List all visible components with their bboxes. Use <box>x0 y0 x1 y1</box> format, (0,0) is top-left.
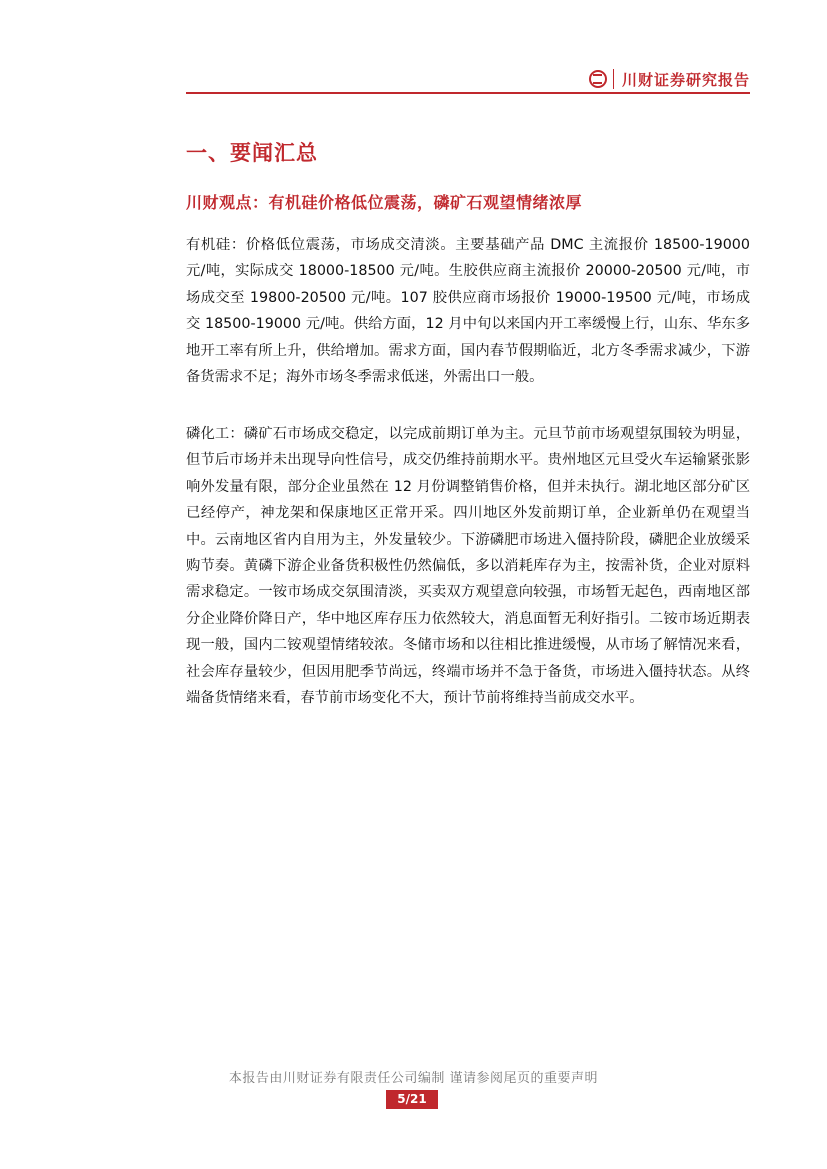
brand-divider <box>613 69 614 89</box>
paragraph-phosphorus: 磷化工：磷矿石市场成交稳定，以完成前期订单为主。元旦节前市场观望氛围较为明显，但节后市场并未出现导向性信号，成交仍维持前期水平。贵州地区元旦受火车运输紧张影响外发量有限，部分企业虽然在 12 月份调整销售价格，但并未执行。湖北地区部分矿区已经停产，神龙架和保康地区正常开采。四川地区外发前期订单，企业新单仍在观望当中。云南地区省内自用为主，外发量较少。下游磷肥市场进入僵持阶段，磷肥企业放缓采购节奏。黄磷下游企业备货积极性仍然偏低，多以消耗库存为主，按需补货，企业对原料需求稳定。一铵市场成交氛围清淡，买卖双方观望意向较强，市场暂无起色，西南地区部分企业降价降日产，华中地区库存压力依然较大，消息面暂无利好指引。二铵市场近期表现一般，国内二铵观望情绪较浓。冬储市场和以往相比推进缓慢，从市场了解情况来看，社会库存量较少，但因用肥季节尚远，终端市场并不急于备货，市场进入僵持状态。从终端备货情绪来看，春节前市场变化不大，预计节前将维持当前成交水平。 <box>186 426 750 707</box>
section-title: 一、要闻汇总 <box>186 141 318 165</box>
page-number: 5/21 <box>386 1090 438 1109</box>
footer-disclaimer: 本报告由川财证券有限责任公司编制 谨请参阅尾页的重要声明 <box>228 1071 599 1086</box>
chuancai-logo-icon <box>589 70 607 88</box>
section-subtitle: 川财观点：有机硅价格低位震荡，磷矿石观望情绪浓厚 <box>186 193 583 212</box>
paragraph-silicone: 有机硅：价格低位震荡，市场成交清淡。主要基础产品 DMC 主流报价 18500-19000 元/吨，实际成交 18000-18500 元/吨。生胶供应商主流报价 20000-20500 元/吨，市场成交至 19800-20500 元/吨。107 胶供应商市场报价 19000-19500 元/吨，市场成交 18500-19000 元/吨。供给方面，12 月中旬以来国内开工率缓慢上行，山东、华东多地开工率有所上升，供给增加。需求方面，国内春节假期临近，北方冬季需求减少，下游备货需求不足；海外市场冬季需求低迷，外需出口一般。 <box>186 237 750 386</box>
brand <box>589 68 750 90</box>
header-rule <box>186 92 750 94</box>
page-header <box>186 64 750 94</box>
brand-name: 川财证券研究报告 <box>621 70 750 89</box>
